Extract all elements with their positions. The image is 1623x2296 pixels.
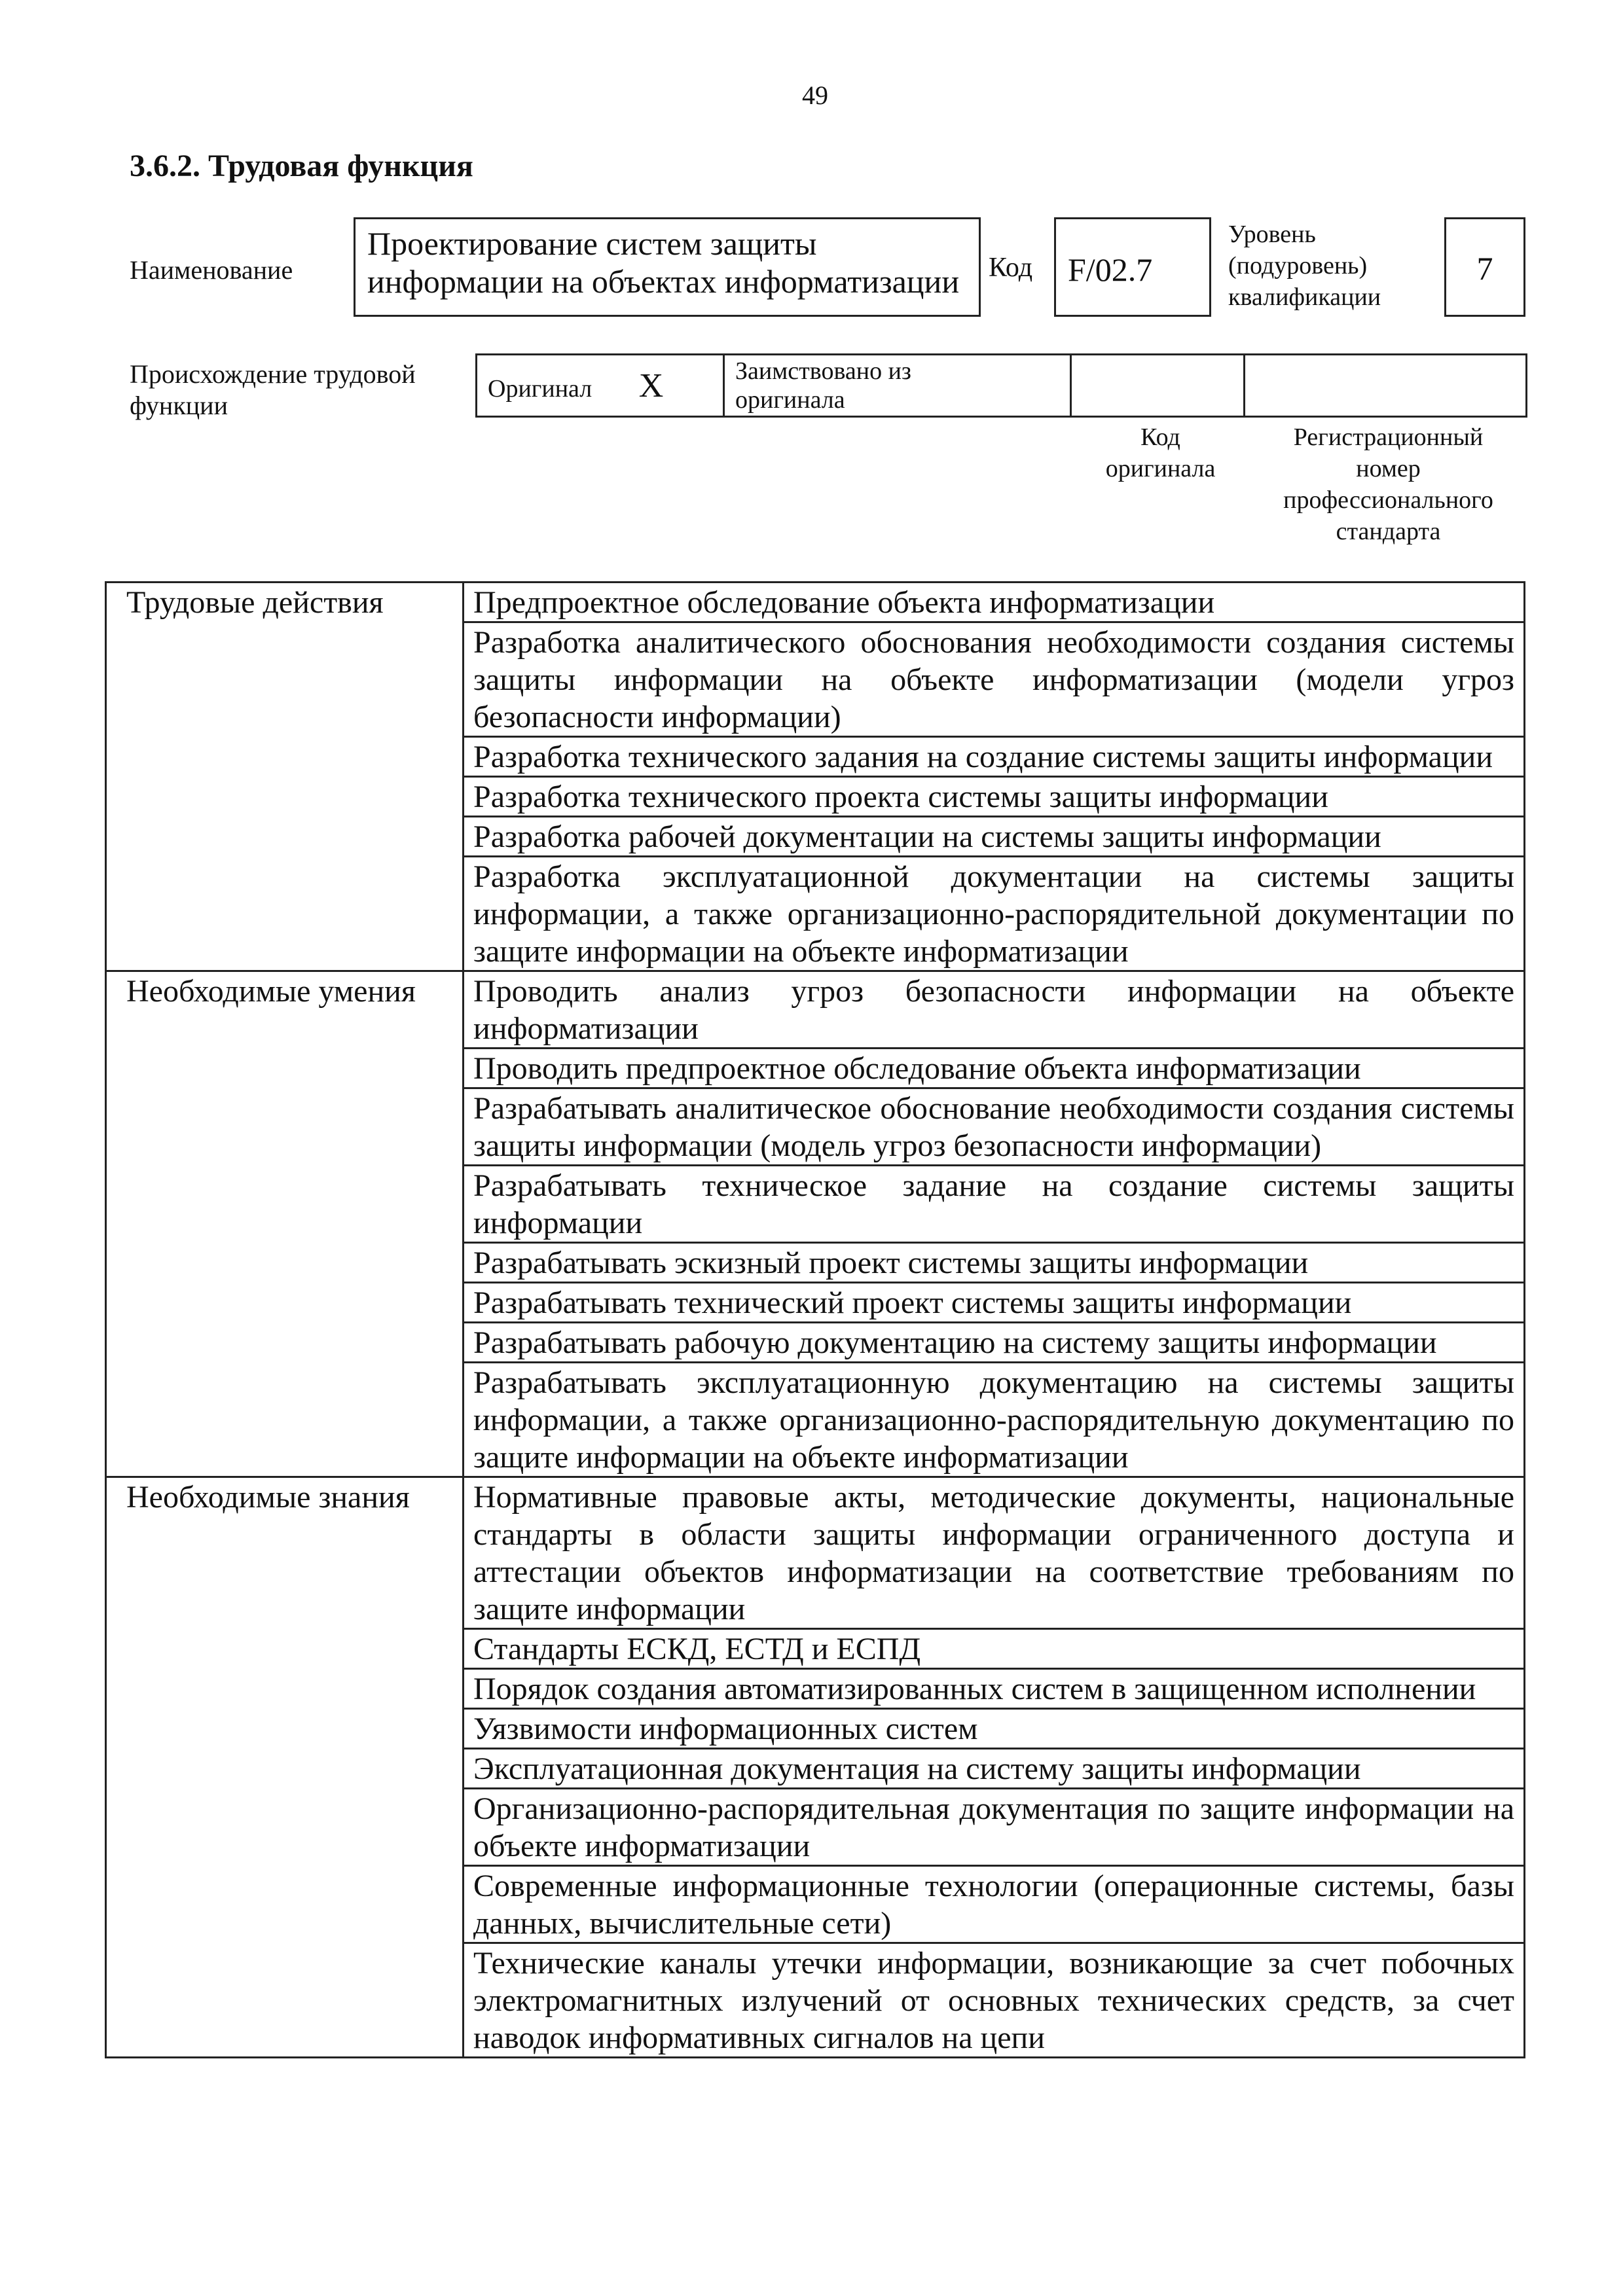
table-row (106, 1477, 1525, 1629)
origin-label (130, 359, 416, 422)
item-cell: Проводить анализ угроз безопасности информации на объекте информатизации (464, 971, 1525, 1049)
item-cell: Уязвимости информационных систем (464, 1709, 1525, 1749)
level-label (1228, 219, 1381, 313)
level-value: 7 (1476, 250, 1493, 287)
caption-line: Код (1140, 423, 1180, 451)
original-code-caption (1074, 422, 1247, 484)
original-cell (477, 355, 724, 417)
registration-caption (1247, 422, 1529, 547)
borrowed-label-line: оригинала (735, 386, 845, 414)
level-box (1444, 217, 1525, 317)
borrowed-label-line: Заимствовано из (735, 357, 911, 385)
borrowed-cell (724, 355, 1071, 417)
item-cell: Разрабатывать технический проект системы защиты информации (464, 1283, 1525, 1323)
item-cell: Разрабатывать техническое задание на создание системы защиты информации (464, 1166, 1525, 1243)
item-cell: Разработка технического задания на создание системы защиты информации (464, 737, 1525, 777)
item-cell: Разработка рабочей документации на системы защиты информации (464, 817, 1525, 857)
item-cell: Разработка эксплуатационной документации на системы защиты информации, а также организационно-распорядительной документации по защите информации на объекте информатизации (464, 857, 1525, 971)
item-cell: Разработка технического проекта системы защиты информации (464, 777, 1525, 817)
caption-line: оригинала (1105, 455, 1216, 482)
code-value: F/02.7 (1068, 251, 1153, 288)
item-cell: Разрабатывать эскизный проект системы защиты информации (464, 1243, 1525, 1283)
origin-label-line: функции (130, 391, 228, 420)
item-cell: Разрабатывать рабочую документацию на систему защиты информации (464, 1323, 1525, 1363)
section-title: 3.6.2. Трудовая функция (130, 149, 473, 183)
item-cell: Эксплуатационная документация на систему защиты информации (464, 1749, 1525, 1789)
item-cell: Проводить предпроектное обследование объекта информатизации (464, 1049, 1525, 1088)
category-cell: Необходимые знания (106, 1477, 464, 2058)
level-label-line: квалификации (1228, 283, 1381, 311)
table-row (106, 971, 1525, 1049)
caption-line: профессионального (1283, 486, 1493, 514)
origin-table (475, 353, 1527, 418)
item-cell: Предпроектное обследование объекта информатизации (464, 583, 1525, 622)
original-code-cell (1071, 355, 1245, 417)
code-box (1054, 217, 1211, 317)
category-cell: Трудовые действия (106, 583, 464, 971)
original-label: Оригинал (488, 374, 593, 403)
caption-line: стандарта (1336, 518, 1441, 545)
caption-line: номер (1356, 455, 1421, 482)
registration-number-cell (1245, 355, 1527, 417)
item-cell: Разрабатывать эксплуатационную документацию на системы защиты информации, а также организационно-распорядительную документацию по защите информации на объекте информатизации (464, 1363, 1525, 1477)
name-label: Наименование (130, 255, 293, 285)
item-cell: Разработка аналитического обоснования необходимости создания системы защиты информации на объекте информатизации (модели угроз безопасности информации) (464, 622, 1525, 737)
labor-function-table (105, 581, 1525, 2058)
origin-label-line: Происхождение трудовой (130, 359, 416, 389)
item-cell: Технические каналы утечки информации, возникающие за счет побочных электромагнитных излучений от основных технических средств, за счет наводок информативных сигналов на цепи (464, 1943, 1525, 2058)
item-cell: Современные информационные технологии (операционные системы, базы данных, вычислительные сети) (464, 1866, 1525, 1943)
function-name-value: Проектирование систем защиты информации на объектах информатизации (367, 225, 960, 300)
code-label: Код (989, 253, 1033, 283)
table-row (106, 583, 1525, 622)
original-mark: X (638, 367, 664, 404)
page-number: 49 (802, 81, 828, 110)
item-cell: Организационно-распорядительная документация по защите информации на объекте информатизации (464, 1789, 1525, 1866)
item-cell: Стандарты ЕСКД, ЕСТД и ЕСПД (464, 1629, 1525, 1669)
item-cell: Порядок создания автоматизированных систем в защищенном исполнении (464, 1669, 1525, 1709)
item-cell: Разрабатывать аналитическое обоснование необходимости создания системы защиты информации (модель угроз безопасности информации) (464, 1088, 1525, 1166)
category-cell: Необходимые умения (106, 971, 464, 1477)
level-label-line: (подуровень) (1228, 252, 1368, 279)
function-name-box (354, 217, 981, 317)
level-label-line: Уровень (1228, 221, 1316, 248)
item-cell: Нормативные правовые акты, методические документы, национальные стандарты в области защиты информации ограниченного доступа и аттестации объектов информатизации на соответствие требованиям по защите информации (464, 1477, 1525, 1629)
caption-line: Регистрационный (1293, 423, 1484, 451)
